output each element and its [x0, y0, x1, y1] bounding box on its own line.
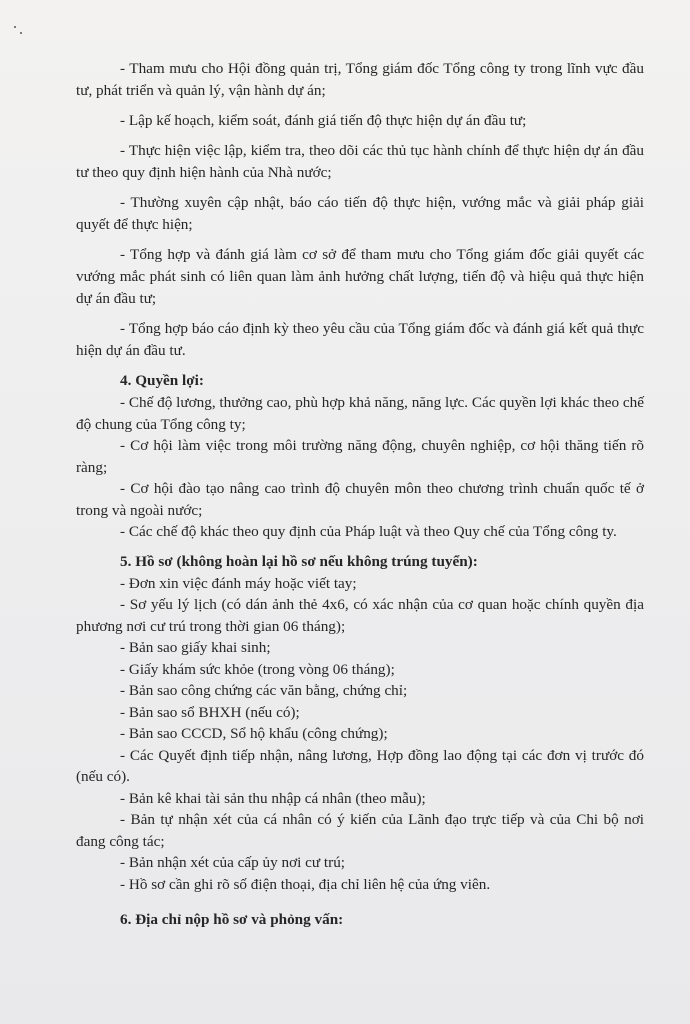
- document-item: - Hồ sơ cần ghi rõ số điện thoại, địa chỉ liên hệ của ứng viên.: [120, 875, 491, 893]
- section-heading: 6. Địa chỉ nộp hồ sơ và phỏng vấn:: [120, 911, 344, 928]
- document-item: - Bản tự nhận xét của cá nhân có ý kiến của Lãnh đạo trực tiếp và của Chi bộ nơi đang công tác;: [76, 811, 644, 850]
- section-benefits: [76, 370, 644, 543]
- document-item: - Bản sao giấy khai sinh;: [120, 639, 271, 656]
- section-heading: 4. Quyền lợi:: [120, 372, 204, 389]
- section-heading: 5. Hồ sơ (không hoàn lại hồ sơ nếu không trúng tuyển):: [120, 552, 478, 570]
- duty-item: - Tổng hợp báo cáo định kỳ theo yêu cầu của Tổng giám đốc và đánh giá kết quả thực hiện dự án đầu tư.: [76, 320, 644, 359]
- document-item: - Đơn xin việc đánh máy hoặc viết tay;: [120, 574, 357, 592]
- document-item: - Bản nhận xét của cấp ủy nơi cư trú;: [120, 854, 346, 871]
- document-item: - Bản sao CCCD, Sổ hộ khẩu (công chứng);: [120, 725, 388, 742]
- section-documents: [76, 551, 644, 896]
- duty-item: - Lập kế hoạch, kiểm soát, đánh giá tiến độ thực hiện dự án đầu tư;: [120, 112, 527, 129]
- document-item: - Bản sao công chứng các văn bằng, chứng chỉ;: [120, 682, 408, 699]
- benefit-item: - Các chế độ khác theo quy định của Pháp luật và theo Quy chế của Tổng công ty.: [120, 523, 617, 540]
- speck-mark: [20, 32, 22, 34]
- benefit-item: - Chế độ lương, thưởng cao, phù hợp khả năng, năng lực. Các quyền lợi khác theo chế độ chung của Tổng công ty;: [76, 394, 644, 433]
- duties-list: [76, 58, 644, 362]
- document-item: - Bản sao sổ BHXH (nếu có);: [120, 703, 300, 721]
- benefit-item: - Cơ hội làm việc trong môi trường năng động, chuyên nghiệp, cơ hội thăng tiến rõ ràng;: [76, 437, 644, 476]
- duty-item: - Tham mưu cho Hội đồng quản trị, Tổng giám đốc Tổng công ty trong lĩnh vực đầu tư, phát triển và quản lý, vận hành dự án;: [76, 60, 644, 99]
- document-item: - Giấy khám sức khỏe (trong vòng 06 tháng);: [120, 660, 395, 678]
- document-item: - Bản kê khai tài sản thu nhập cá nhân (theo mẫu);: [120, 789, 426, 807]
- section-address: [76, 909, 644, 931]
- duty-item: - Tổng hợp và đánh giá làm cơ sở để tham mưu cho Tổng giám đốc giải quyết các vướng mắc phát sinh có liên quan làm ảnh hưởng chất lượng, tiến độ và hiệu quả thực hiện dự án đầu tư;: [76, 246, 644, 307]
- document-item: - Sơ yếu lý lịch (có dán ảnh thẻ 4x6, có xác nhận của cơ quan hoặc chính quyền địa phương nơi cư trú trong thời gian 06 tháng);: [76, 596, 644, 635]
- duty-item: - Thực hiện việc lập, kiểm tra, theo dõi các thủ tục hành chính để thực hiện dự án đầu tư theo quy định hiện hành của Nhà nước;: [76, 142, 644, 181]
- benefit-item: - Cơ hội đào tạo nâng cao trình độ chuyên môn theo chương trình chuẩn quốc tế ở trong và ngoài nước;: [76, 480, 644, 519]
- document-item: - Các Quyết định tiếp nhận, nâng lương, Hợp đồng lao động tại các đơn vị trước đó (nếu có).: [76, 746, 644, 785]
- duty-item: - Thường xuyên cập nhật, báo cáo tiến độ thực hiện, vướng mắc và giải pháp giải quyết để thực hiện;: [76, 194, 644, 233]
- speck-mark: [14, 26, 16, 28]
